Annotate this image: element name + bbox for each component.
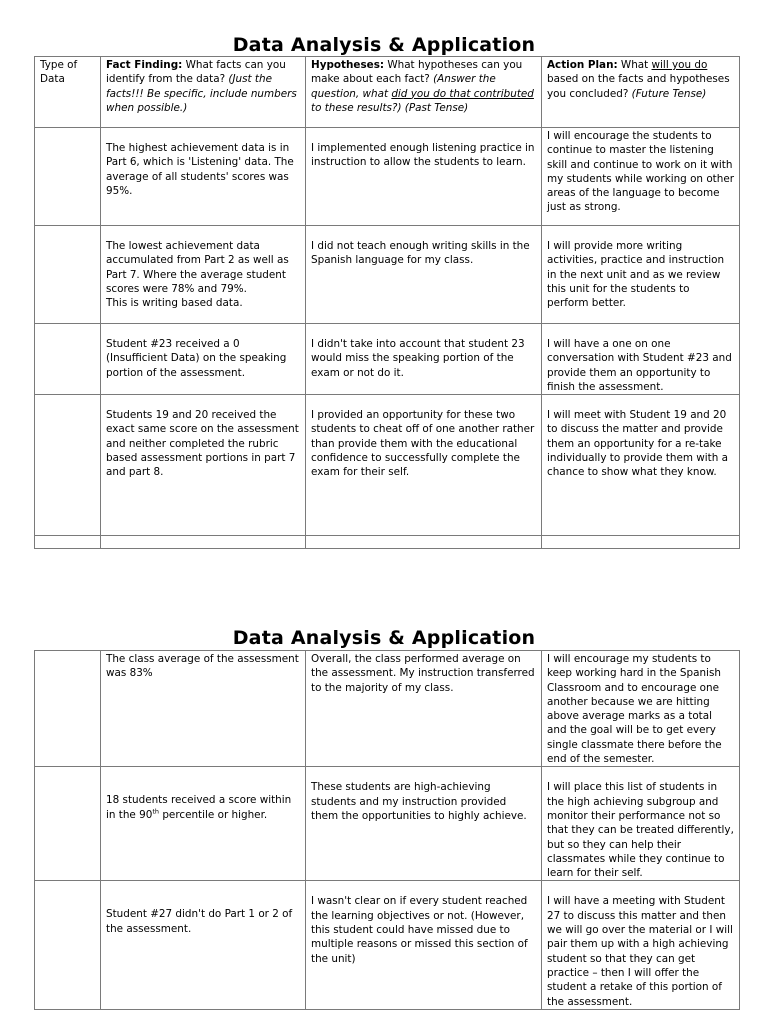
fact-cell	[101, 324, 306, 395]
empty-cell	[35, 536, 101, 549]
hypothesis-cell	[306, 128, 542, 226]
fact-cell	[101, 226, 306, 324]
hypothesis-text: Overall, the class performed average on the assessment. My instruction transferred to the majority of my class.	[311, 653, 535, 694]
fact-text: 18 students received a score within in the 90	[106, 794, 292, 821]
empty-cell	[101, 536, 306, 549]
table-row	[35, 128, 740, 226]
action-text: I will encourage my students to keep working hard in the Spanish Classroom and to encourage one another because we are hitting above average marks as a total and the goal will be to get every single classmate there before the end of the semester.	[547, 653, 722, 766]
fact-text-note: This is writing based data.	[106, 297, 243, 310]
hypothesis-text: I wasn't clear on if every student reached the learning objectives or not. (However, this student could have missed due to multiple reasons or missed this section of the unit)	[311, 895, 528, 965]
ordinal-suffix: th	[152, 807, 160, 816]
table-row	[35, 395, 740, 536]
type-cell	[35, 324, 101, 395]
fact-text: The lowest achievement data accumulated from Part 2 as well as Part 7. Where the average student scores were 78% and 79%.	[106, 240, 289, 295]
hypothesis-cell	[306, 324, 542, 395]
action-cell	[542, 324, 740, 395]
hypothesis-cell	[306, 767, 542, 881]
hypothesis-text: I provided an opportunity for these two students to cheat off of one another rather than provide them with the educational confidence to successfully complete the exam for their self.	[311, 409, 535, 479]
fact-cell	[101, 128, 306, 226]
action-cell	[542, 395, 740, 536]
fact-text-end: percentile or higher.	[159, 808, 268, 821]
action-plan-note: (Future Tense)	[631, 87, 707, 100]
hypotheses-underline: did you do that contributed	[391, 87, 534, 100]
fact-text: Student #23 received a 0 (Insufficient Data) on the speaking portion of the assessment.	[106, 338, 287, 379]
hypothesis-cell	[306, 651, 542, 767]
fact-text: The highest achievement data is in Part 6, which is 'Listening' data. The average of all students' scores was 95%.	[106, 142, 294, 197]
empty-cell	[542, 536, 740, 549]
type-cell	[35, 881, 101, 1009]
header-fact-finding	[101, 57, 306, 128]
hypothesis-text: These students are high-achieving students and my instruction provided them the opportunities to highly achieve.	[311, 781, 527, 822]
analysis-table-2	[34, 650, 740, 1010]
table-row-empty	[35, 536, 740, 549]
table-row	[35, 226, 740, 324]
fact-text: The class average of the assessment was 83%	[106, 653, 299, 680]
action-text: I will have a one on one conversation with Student #23 and provide them an opportunity to finish the assessment.	[547, 338, 732, 393]
fact-text: Student #27 didn't do Part 1 or 2 of the assessment.	[106, 908, 293, 935]
fact-finding-note: (Just the facts!!! Be specific, include numbers when possible.)	[106, 73, 297, 114]
fact-finding-label: Fact Finding:	[106, 59, 183, 71]
header-hypotheses	[306, 57, 542, 128]
hypothesis-cell	[306, 881, 542, 1009]
header-action-plan	[542, 57, 740, 128]
action-cell	[542, 767, 740, 881]
empty-cell	[306, 536, 542, 549]
action-cell	[542, 651, 740, 767]
type-cell	[35, 651, 101, 767]
hypothesis-text: I implemented enough listening practice in instruction to allow the students to learn.	[311, 142, 535, 169]
fact-finding-prompt: What facts can you identify from the data?	[106, 59, 286, 86]
table-row	[35, 324, 740, 395]
type-cell	[35, 395, 101, 536]
table-row	[35, 881, 740, 1009]
fact-cell	[101, 395, 306, 536]
action-cell	[542, 128, 740, 226]
hypothesis-cell	[306, 226, 542, 324]
hypotheses-note-a: (Answer the question, what	[311, 73, 496, 100]
action-text: I will have a meeting with Student 27 to discuss this matter and then we will go over the material or I will pair them up with a high achieving student so that they can get practice – then I will offer the student a retake of this portion of the assessment.	[547, 895, 733, 1008]
fact-cell	[101, 651, 306, 767]
table-header-row	[35, 57, 740, 128]
fact-cell	[101, 881, 306, 1009]
action-cell	[542, 881, 740, 1009]
action-cell	[542, 226, 740, 324]
page-title-2: Data Analysis & Application	[232, 627, 536, 649]
page-title: Data Analysis & Application	[232, 34, 536, 56]
action-text: I will meet with Student 19 and 20 to discuss the matter and provide them an opportunity for a re-take individually to provide them with a chance to show what they know.	[547, 409, 729, 479]
action-plan-underline: will you do	[651, 59, 708, 71]
action-plan-prompt-b: based on the facts and hypotheses you concluded?	[547, 73, 730, 100]
action-text: I will provide more writing activities, practice and instruction in the next unit and as we review this unit for the students to perform better.	[547, 240, 725, 310]
fact-text: Students 19 and 20 received the exact same score on the assessment and neither completed the rubric based assessment portions in part 7 and part 8.	[106, 409, 299, 479]
header-type-of-data	[35, 57, 101, 128]
hypotheses-note-b: to these results?) (Past Tense)	[311, 101, 469, 114]
header-type-label: Type of Data	[40, 59, 78, 86]
action-plan-label: Action Plan:	[547, 59, 618, 71]
table-row	[35, 651, 740, 767]
type-cell	[35, 226, 101, 324]
hypotheses-label: Hypotheses:	[311, 59, 385, 71]
hypothesis-cell	[306, 395, 542, 536]
action-text: I will encourage the students to continue to master the listening skill and continue to work on it with my students while working on other areas of the language to become just as strong.	[547, 130, 735, 214]
table-row	[35, 767, 740, 881]
type-cell	[35, 128, 101, 226]
hypotheses-prompt: What hypotheses can you make about each fact?	[311, 59, 523, 86]
type-cell	[35, 767, 101, 881]
fact-cell	[101, 767, 306, 881]
action-text: I will place this list of students in the high achieving subgroup and monitor their performance not so that they can be treated differently, but so they can help their classmates while they continue to learn for their self.	[547, 781, 734, 880]
analysis-table	[34, 56, 740, 549]
hypothesis-text: I didn't take into account that student 23 would miss the speaking portion of the exam or not do it.	[311, 338, 525, 379]
action-plan-prompt-a: What	[617, 59, 652, 71]
hypothesis-text: I did not teach enough writing skills in the Spanish language for my class.	[311, 240, 530, 267]
